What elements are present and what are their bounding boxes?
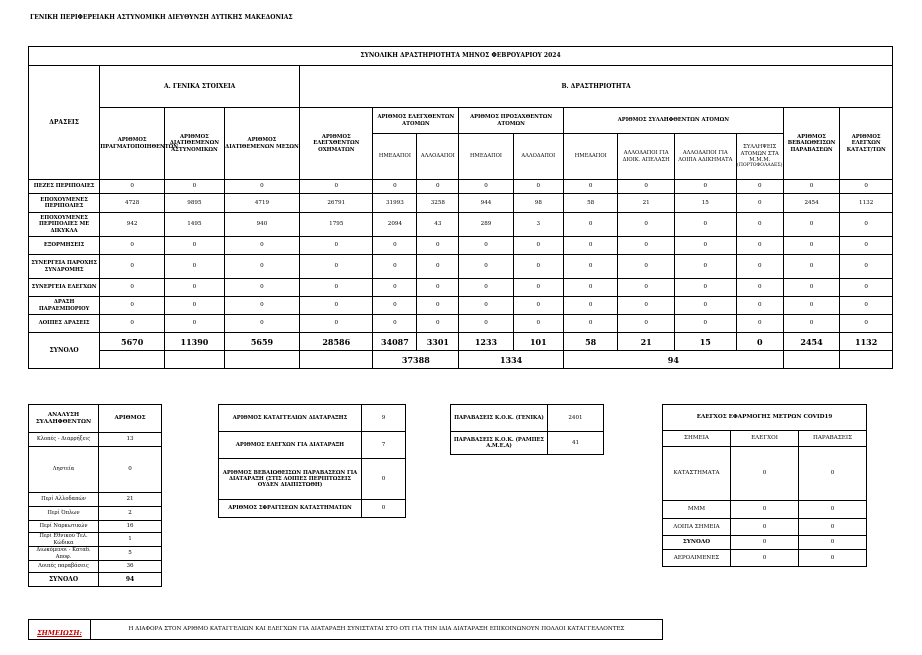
row-value: 0 <box>618 315 675 333</box>
list-item <box>29 433 162 447</box>
row-value: 0 <box>300 279 373 297</box>
row-value: 0 <box>459 315 513 333</box>
row-value: 0 <box>513 315 563 333</box>
row-value: 0 <box>373 297 417 315</box>
row-value: 0 <box>100 297 165 315</box>
row-value: 0 <box>736 255 783 279</box>
total-cell: 101 <box>513 333 563 351</box>
row-value: 0 <box>840 279 893 297</box>
analysis-row-label: Περί Αλλοδαπών <box>29 493 99 507</box>
row-value: 58 <box>563 194 617 213</box>
row-value: 1495 <box>165 213 225 237</box>
analysis-row-value: 36 <box>99 561 162 573</box>
row-value: 0 <box>300 237 373 255</box>
total-cell: 5659 <box>224 333 299 351</box>
row-value: 0 <box>513 279 563 297</box>
total-cell: 5670 <box>100 333 165 351</box>
covid-row-checks: 0 <box>731 519 799 536</box>
kok-row-value: 2401 <box>548 405 604 432</box>
report-row-label: ΑΡΙΘΜΟΣ ΣΦΡΑΓΙΣΕΩΝ ΚΑΤΑΣΤΗΜΑΤΩΝ <box>219 500 362 518</box>
analysis-row-value: 1 <box>99 533 162 547</box>
total-brought-combined: 1334 <box>459 351 564 369</box>
sub-checked-nationals: ΗΜΕΔΑΠΟΙ <box>373 134 417 180</box>
analysis-row-label: Ληστεία <box>29 447 99 493</box>
group-brought-persons: ΑΡΙΘΜΟΣ ΠΡΟΣΑΧΘΕΝΤΩΝ ΑΤΟΜΩΝ <box>459 108 564 134</box>
row-value: 0 <box>513 297 563 315</box>
row-value: 0 <box>563 180 617 194</box>
report-row-label: ΑΡΙΘΜΟΣ ΒΕΒΑΙΩΘΕΙΣΩΝ ΠΑΡΑΒΑΣΕΩΝ ΓΙΑ ΔΙΑΤΑΡΑΞΗ (ΣΤΙΣ ΛΟΙΠΕΣ ΠΕΡΙΠΤΩΣΕΙΣ ΟΥΔΕΝ ΔΙΑΠΙΣΤΩΘΗ) <box>219 459 362 500</box>
list-item <box>663 519 867 536</box>
row-value: 98 <box>513 194 563 213</box>
list-item <box>451 432 604 455</box>
row-value: 0 <box>840 297 893 315</box>
row-label: ΕΠΟΧΟΥΜΕΝΕΣ ΠΕΡΙΠΟΛΙΕΣ ΜΕ ΔΙΚΥΚΛΑ <box>29 213 100 237</box>
row-value: 0 <box>165 255 225 279</box>
row-value: 0 <box>100 279 165 297</box>
covid-row-label: ΑΕΡΟΛΙΜΕΝΕΣ <box>663 550 731 567</box>
row-value: 0 <box>513 237 563 255</box>
row-value: 0 <box>840 255 893 279</box>
col-means: ΑΡΙΘΜΟΣ ΔΙΑΤΙΘΕΜΕΝΩΝ ΜΕΣΩΝ <box>224 108 299 180</box>
row-value: 0 <box>459 279 513 297</box>
covid-col-violations: ΠΑΡΑΒΑΣΕΙΣ <box>799 431 867 447</box>
note-text: Η ΔΙΑΦΟΡΑ ΣΤΟΝ ΑΡΙΘΜΟ ΚΑΤΑΓΓΕΛΙΩΝ ΚΑΙ ΕΛΕΓΧΩΝ ΓΙΑ ΔΙΑΤΑΡΑΞΗ ΣΥΝΙΣΤΑΤΑΙ ΣΤΟ ΟΤΙ ΓΙΑ ΤΗΝ ΙΔΙΑ ΔΙΑΤΑΡΑΞΗ ΕΠΙΚΟΙΝΩΝΟΥΝ ΠΟΛΛΟΙ ΚΑΤΑΓΓΕΛΛΟΝΤΕΣ <box>91 620 663 640</box>
total-label: ΣΥΝΟΛΟ <box>29 333 100 369</box>
row-value: 0 <box>224 255 299 279</box>
list-item <box>663 447 867 501</box>
row-value: 15 <box>674 194 736 213</box>
list-item <box>29 547 162 561</box>
list-item <box>663 501 867 519</box>
kok-row-label: ΠΑΡΑΒΑΣΕΙΣ Κ.Ο.Κ. (ΓΕΝΙΚΑ) <box>451 405 548 432</box>
row-value: 0 <box>563 279 617 297</box>
row-value: 0 <box>417 297 459 315</box>
row-value: 0 <box>783 255 840 279</box>
row-value: 0 <box>618 255 675 279</box>
covid-row-checks: 0 <box>731 447 799 501</box>
row-value: 0 <box>674 180 736 194</box>
row-value: 0 <box>417 279 459 297</box>
sub-arrested-mmm-label: ΣΥΛΛΗΨΕΙΣ ΑΤΟΜΩΝ ΣΤΑ Μ.Μ.Μ. <box>740 144 779 163</box>
row-value: 0 <box>100 180 165 194</box>
covid-row-violations: 0 <box>799 536 867 550</box>
row-value: 0 <box>563 237 617 255</box>
total-arrested-combined: 94 <box>563 351 783 369</box>
note-label <box>29 620 91 640</box>
list-item <box>29 493 162 507</box>
row-value: 0 <box>165 237 225 255</box>
row-value: 0 <box>224 237 299 255</box>
analysis-header-label: ΑΝΑΛΥΣΗ ΣΥΛΛΗΦΘΕΝΤΩΝ <box>29 405 99 433</box>
analysis-row-label: Περί Όπλων <box>29 507 99 521</box>
row-value: 0 <box>373 279 417 297</box>
row-value: 0 <box>417 237 459 255</box>
row-value: 0 <box>840 213 893 237</box>
col-violations: ΑΡΙΘΜΟΣ ΒΕΒΑΙΩΘΕΙΣΩΝ ΠΑΡΑΒΑΣΕΩΝ <box>783 108 840 180</box>
covid-col-checks: ΕΛΕΓΧΟΙ <box>731 431 799 447</box>
row-value: 0 <box>100 237 165 255</box>
row-value: 0 <box>736 180 783 194</box>
row-value: 0 <box>674 213 736 237</box>
analysis-row-value: 13 <box>99 433 162 447</box>
table-row <box>29 237 893 255</box>
row-value: 43 <box>417 213 459 237</box>
total-cell: 58 <box>563 333 617 351</box>
organization-header: ΓΕΝΙΚΗ ΠΕΡΙΦΕΡΕΙΑΚΗ ΑΣΤΥΝΟΜΙΚΗ ΔΙΕΥΘΥΝΣΗ ΔΥΤΙΚΗΣ ΜΑΚΕΔΟΝΙΑΣ <box>30 14 293 21</box>
row-label: ΣΥΝΕΡΓΕΙΑ ΠΑΡΟΧΗΣ ΣΥΝΔΡΟΜΗΣ <box>29 255 100 279</box>
list-item <box>29 561 162 573</box>
row-value: 2094 <box>373 213 417 237</box>
report-row-value: 0 <box>362 500 406 518</box>
row-value: 0 <box>165 180 225 194</box>
table-row <box>29 213 893 237</box>
row-value: 21 <box>618 194 675 213</box>
row-value: 0 <box>674 255 736 279</box>
row-value: 0 <box>618 279 675 297</box>
row-value: 0 <box>417 255 459 279</box>
monthly-activity-table <box>28 46 893 369</box>
row-value: 0 <box>417 315 459 333</box>
row-value: 0 <box>674 297 736 315</box>
row-value: 0 <box>300 180 373 194</box>
row-value: 0 <box>459 255 513 279</box>
table-row <box>29 315 893 333</box>
total-cell: 28586 <box>300 333 373 351</box>
table-row <box>29 279 893 297</box>
row-value: 31993 <box>373 194 417 213</box>
row-value: 0 <box>373 180 417 194</box>
col-vehicles: ΑΡΙΘΜΟΣ ΕΛΕΓΧΘΕΝΤΩΝ ΟΧΗΜΑΤΩΝ <box>300 108 373 180</box>
row-value: 2454 <box>783 194 840 213</box>
covid-row-label: ΛΟΙΠΑ ΣΗΜΕΙΑ <box>663 519 731 536</box>
analysis-header-value: ΑΡΙΘΜΟΣ <box>99 405 162 433</box>
row-value: 0 <box>459 237 513 255</box>
disturbance-reports-table <box>218 404 406 518</box>
analysis-row-value: 0 <box>99 447 162 493</box>
total-cell: 0 <box>736 333 783 351</box>
row-value: 0 <box>459 297 513 315</box>
kok-row-label: ΠΑΡΑΒΑΣΕΙΣ Κ.Ο.Κ. (ΡΑΜΠΕΣ Α.Μ.Ε.Α) <box>451 432 548 455</box>
row-value: 0 <box>736 213 783 237</box>
total-cell: 1132 <box>840 333 893 351</box>
row-value: 0 <box>373 237 417 255</box>
analysis-row-label: Κλοπές - Διαρρήξεις <box>29 433 99 447</box>
arrested-analysis-table <box>28 404 162 587</box>
covid-row-label: ΜΜΜ <box>663 501 731 519</box>
row-value: 0 <box>165 297 225 315</box>
analysis-total-label: ΣΥΝΟΛΟ <box>29 573 99 587</box>
kok-row-value: 41 <box>548 432 604 455</box>
row-value: 0 <box>674 315 736 333</box>
analysis-row-value: 21 <box>99 493 162 507</box>
list-item <box>663 550 867 567</box>
covid-row-violations: 0 <box>799 501 867 519</box>
row-value: 0 <box>736 237 783 255</box>
covid-row-violations: 0 <box>799 447 867 501</box>
total-cell: 1233 <box>459 333 513 351</box>
row-value: 0 <box>736 297 783 315</box>
row-value: 289 <box>459 213 513 237</box>
covid-col-points: ΣΗΜΕΙΑ <box>663 431 731 447</box>
row-value: 0 <box>224 279 299 297</box>
section-b-header: Β. ΔΡΑΣΤΗΡΙΟΤΗΤΑ <box>300 66 893 108</box>
list-item <box>29 521 162 533</box>
row-value: 0 <box>783 213 840 237</box>
row-value: 3258 <box>417 194 459 213</box>
row-value: 0 <box>100 315 165 333</box>
sub-arrested-foreigners-other: ΑΛΛΟΔΑΠΟΙ ΓΙΑ ΛΟΙΠΑ ΑΔΙΚΗΜΑΤΑ <box>674 134 736 180</box>
covid-measures-table <box>662 404 867 567</box>
list-item <box>219 459 406 500</box>
analysis-row-value: 2 <box>99 507 162 521</box>
row-value: 0 <box>224 180 299 194</box>
row-value: 0 <box>840 237 893 255</box>
analysis-row-value: 5 <box>99 547 162 561</box>
row-value: 0 <box>783 315 840 333</box>
covid-row-label: ΣΥΝΟΛΟ <box>663 536 731 550</box>
row-value: 4719 <box>224 194 299 213</box>
row-value: 0 <box>224 297 299 315</box>
row-value: 0 <box>459 180 513 194</box>
report-row-value: 0 <box>362 459 406 500</box>
row-value: 0 <box>224 315 299 333</box>
row-value: 942 <box>100 213 165 237</box>
row-value: 944 <box>459 194 513 213</box>
row-value: 0 <box>736 315 783 333</box>
col-performed: ΑΡΙΘΜΟΣ ΠΡΑΓΜΑΤΟΠΟΙΗΘΕΝΤΩΝ <box>100 108 165 180</box>
row-value: 0 <box>513 255 563 279</box>
report-row-label: ΑΡΙΘΜΟΣ ΕΛΕΓΧΩΝ ΓΙΑ ΔΙΑΤΑΡΑΞΗ <box>219 432 362 459</box>
list-item <box>219 500 406 518</box>
row-value: 0 <box>300 297 373 315</box>
row-value: 0 <box>165 315 225 333</box>
list-item <box>29 533 162 547</box>
row-value: 0 <box>373 315 417 333</box>
list-item <box>29 447 162 493</box>
sub-checked-foreigners: ΑΛΛΟΔΑΠΟΙ <box>417 134 459 180</box>
row-value: 1795 <box>300 213 373 237</box>
row-label: ΕΠΟΧΟΥΜΕΝΕΣ ΠΕΡΙΠΟΛΙΕΣ <box>29 194 100 213</box>
row-label: ΔΡΑΣΗ ΠΑΡΑΕΜΠΟΡΙΟΥ <box>29 297 100 315</box>
row-value: 26791 <box>300 194 373 213</box>
analysis-row-label: Διωκόμενοι - Καταδ. Αποφ. <box>29 547 99 561</box>
analysis-total-value: 94 <box>99 573 162 587</box>
col-officers: ΑΡΙΘΜΟΣ ΔΙΑΤΙΘΕΜΕΝΩΝ ΑΣΤΥΝΟΜΙΚΩΝ <box>165 108 225 180</box>
row-value: 0 <box>674 237 736 255</box>
row-value: 0 <box>674 279 736 297</box>
covid-row-checks: 0 <box>731 550 799 567</box>
row-value: 0 <box>618 180 675 194</box>
traffic-violations-table <box>450 404 604 455</box>
sub-arrested-nationals: ΗΜΕΔΑΠΟΙ <box>563 134 617 180</box>
sub-brought-nationals: ΗΜΕΔΑΠΟΙ <box>459 134 513 180</box>
list-item <box>219 405 406 432</box>
row-value: 0 <box>783 237 840 255</box>
covid-row-checks: 0 <box>731 501 799 519</box>
row-value: 0 <box>300 255 373 279</box>
row-value: 0 <box>513 180 563 194</box>
row-value: 0 <box>783 297 840 315</box>
row-value: 940 <box>224 213 299 237</box>
sub-brought-foreigners: ΑΛΛΟΔΑΠΟΙ <box>513 134 563 180</box>
total-cell: 34087 <box>373 333 417 351</box>
table-row <box>29 297 893 315</box>
group-arrested-persons: ΑΡΙΘΜΟΣ ΣΥΛΛΗΦΘΕΝΤΩΝ ΑΤΟΜΩΝ <box>563 108 783 134</box>
total-cell: 15 <box>674 333 736 351</box>
row-value: 0 <box>300 315 373 333</box>
total-cell: 3301 <box>417 333 459 351</box>
analysis-row-value: 16 <box>99 521 162 533</box>
row-value: 9895 <box>165 194 225 213</box>
row-value: 0 <box>618 237 675 255</box>
row-value: 0 <box>563 315 617 333</box>
covid-row-label: ΚΑΤΑΣΤΗΜΑΤΑ <box>663 447 731 501</box>
row-value: 3 <box>513 213 563 237</box>
list-item <box>451 405 604 432</box>
row-label: ΠΕΖΕΣ ΠΕΡΙΠΟΛΙΕΣ <box>29 180 100 194</box>
row-value: 1132 <box>840 194 893 213</box>
section-a-header: Α. ΓΕΝΙΚΑ ΣΤΟΙΧΕΙΑ <box>100 66 300 108</box>
row-value: 0 <box>417 180 459 194</box>
row-value: 0 <box>373 255 417 279</box>
row-value: 0 <box>618 213 675 237</box>
row-value: 0 <box>783 180 840 194</box>
total-cell: 2454 <box>783 333 840 351</box>
row-value: 0 <box>840 180 893 194</box>
row-value: 0 <box>783 279 840 297</box>
covid-row-violations: 0 <box>799 550 867 567</box>
report-row-value: 9 <box>362 405 406 432</box>
row-value: 0 <box>618 297 675 315</box>
actions-header: ΔΡΑΣΕΙΣ <box>29 66 100 180</box>
row-label: ΣΥΝΕΡΓΕΙΑ ΕΛΕΓΧΩΝ <box>29 279 100 297</box>
covid-title: ΕΛΕΓΧΟΣ ΕΦΑΡΜΟΓΗΣ ΜΕΤΡΩΝ COVID19 <box>663 405 867 431</box>
row-value: 0 <box>736 279 783 297</box>
table-title: ΣΥΝΟΛΙΚΗ ΔΡΑΣΤΗΡΙΟΤΗΤΑ ΜΗΝΟΣ ΦΕΒΡΟΥΑΡΙΟΥ 2024 <box>29 47 893 66</box>
row-value: 0 <box>165 279 225 297</box>
sub-arrested-foreigners-admin: ΑΛΛΟΔΑΠΟΙ ΓΙΑ ΔΙΟΙΚ. ΑΠΕΛΑΣΗ <box>618 134 675 180</box>
table-row <box>29 194 893 213</box>
row-value: 4728 <box>100 194 165 213</box>
table-row <box>29 255 893 279</box>
row-label: ΕΞΟΡΜΗΣΕΙΣ <box>29 237 100 255</box>
note-box <box>28 619 663 640</box>
row-label: ΛΟΙΠΕΣ ΔΡΑΣΕΙΣ <box>29 315 100 333</box>
total-checked-combined: 37388 <box>373 351 459 369</box>
total-cell: 11390 <box>165 333 225 351</box>
analysis-row-label: Περί Ναρκωτικών <box>29 521 99 533</box>
table-row <box>29 180 893 194</box>
analysis-row-label: Λοιπές παραβάσεις <box>29 561 99 573</box>
report-row-value: 7 <box>362 432 406 459</box>
covid-row-violations: 0 <box>799 519 867 536</box>
row-value: 0 <box>100 255 165 279</box>
total-cell: 21 <box>618 333 675 351</box>
row-value: 0 <box>840 315 893 333</box>
col-shop-checks: ΑΡΙΘΜΟΣ ΕΛΕΓΧΩΝ ΚΑΤΑΣΤ/ΤΩΝ <box>840 108 893 180</box>
list-item <box>29 507 162 521</box>
sub-arrested-mmm-note: (ΠΟΡΤΟΦΟΛΑΔΕΣ) <box>737 163 783 169</box>
list-item <box>663 536 867 550</box>
note-label-text: ΣΗΜΕΙΩΣΗ: <box>37 629 82 637</box>
analysis-row-label: Περί Εθνικού Τελ. Κώδικα <box>29 533 99 547</box>
group-checked-persons: ΑΡΙΘΜΟΣ ΕΛΕΓΧΘΕΝΤΩΝ ΑΤΟΜΩΝ <box>373 108 459 134</box>
sub-arrested-mmm <box>736 134 783 180</box>
report-row-label: ΑΡΙΘΜΟΣ ΚΑΤΑΓΓΕΛΙΩΝ ΔΙΑΤΑΡΑΞΗΣ <box>219 405 362 432</box>
list-item <box>219 432 406 459</box>
covid-row-checks: 0 <box>731 536 799 550</box>
row-value: 0 <box>736 194 783 213</box>
row-value: 0 <box>563 213 617 237</box>
row-value: 0 <box>563 297 617 315</box>
row-value: 0 <box>563 255 617 279</box>
